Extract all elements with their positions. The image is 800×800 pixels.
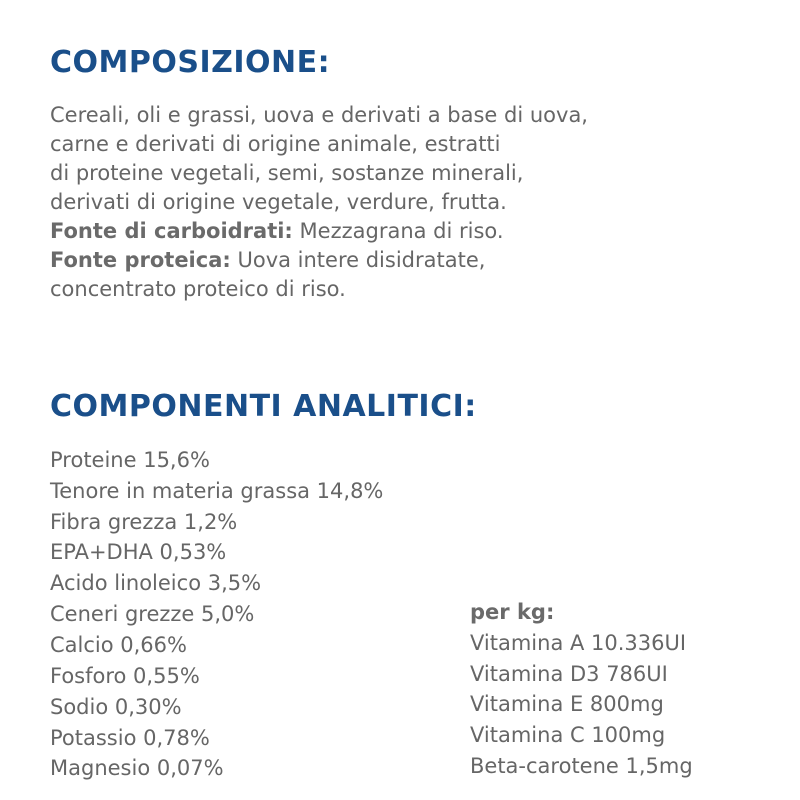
composition-line-2: carne e derivati di origine animale, estratti: [50, 131, 501, 156]
protein-source-label: Fonte proteica:: [50, 247, 231, 272]
protein-source-row: [50, 246, 750, 275]
list-item: Acido linoleico 3,5%: [50, 571, 262, 596]
composition-line-4: derivati di origine vegetale, verdure, frutta.: [50, 189, 507, 214]
protein-source-value-line-2: concentrato proteico di riso.: [50, 276, 346, 301]
analytical-right-column: [470, 597, 800, 782]
list-item: Calcio 0,66%: [50, 632, 187, 657]
list-item: Potassio 0,78%: [50, 725, 210, 750]
composition-line-1: Cereali, oli e grassi, uova e derivati a base di uova,: [50, 103, 588, 127]
list-item: Vitamina E 800mg: [470, 692, 664, 717]
analytical-components-block: [50, 445, 750, 781]
composition-section-title: COMPOSIZIONE:: [50, 45, 331, 80]
composition-body: [50, 101, 750, 304]
analytical-left-column: [50, 445, 450, 784]
list-item: Proteine 15,6%: [50, 447, 210, 472]
carbohydrate-source-value: Mezzagrana di riso.: [299, 218, 504, 243]
per-kg-header: per kg:: [470, 599, 555, 624]
list-item: Fosforo 0,55%: [50, 663, 200, 688]
list-item: Magnesio 0,07%: [50, 756, 224, 781]
carbohydrate-source-label: Fonte di carboidrati:: [50, 218, 293, 243]
carbohydrate-source-row: [50, 217, 750, 246]
list-item: EPA+DHA 0,53%: [50, 540, 227, 565]
list-item: Tenore in materia grassa 14,8%: [50, 478, 384, 503]
list-item: Beta-carotene 1,5mg: [470, 754, 693, 779]
list-item: Vitamina D3 786UI: [470, 661, 668, 686]
analytical-section-title: COMPONENTI ANALITICI:: [50, 388, 477, 424]
protein-source-value-line-1: Uova intere disidratate,: [237, 247, 486, 272]
list-item: Vitamina A 10.336UI: [470, 630, 687, 655]
list-item: Ceneri grezze 5,0%: [50, 602, 255, 627]
list-item: Vitamina C 100mg: [470, 723, 666, 748]
list-item: Sodio 0,30%: [50, 694, 182, 719]
composition-line-3: di proteine vegetali, semi, sostanze minerali,: [50, 160, 524, 185]
list-item: Fibra grezza 1,2%: [50, 509, 238, 534]
